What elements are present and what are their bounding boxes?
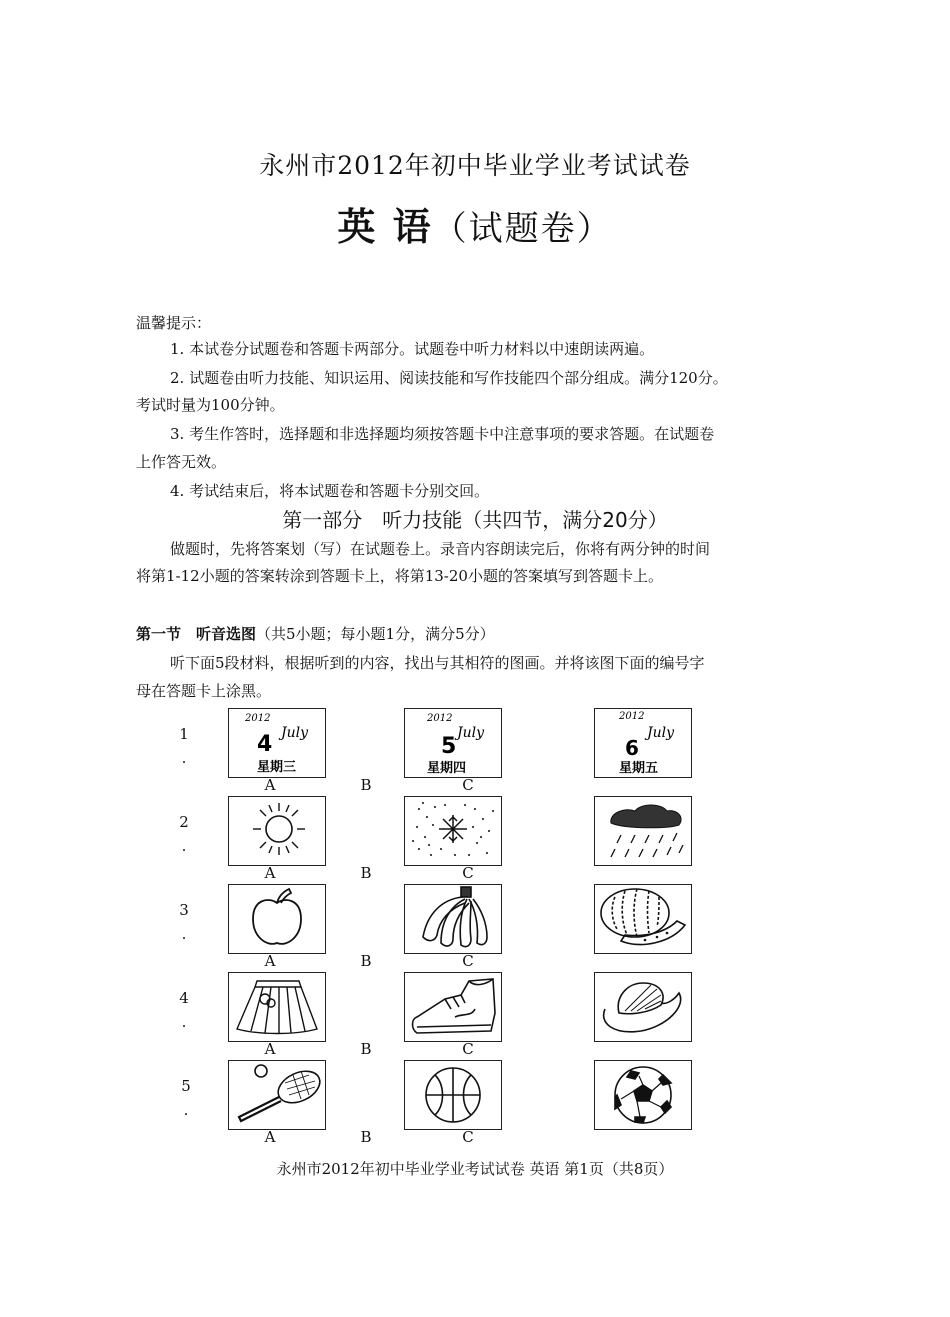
q2-label-b: B — [360, 864, 372, 882]
tip-2-cont: 考试时量为100分钟。 — [136, 396, 285, 414]
section1-heading — [136, 620, 495, 648]
calendar-month: July — [647, 725, 675, 741]
q2-option-a-sun-icon[interactable] — [228, 796, 326, 866]
q4-label-b: B — [360, 1040, 372, 1058]
q2-label-c: C — [462, 864, 474, 882]
q1-option-a-calendar-july-4[interactable] — [228, 708, 326, 778]
q4-option-a-skirt-icon[interactable] — [228, 972, 326, 1042]
q1-label-a: A — [264, 776, 276, 794]
question-dot: . — [183, 1101, 189, 1119]
question-dot: . — [181, 749, 187, 767]
q5-label-c: C — [462, 1128, 474, 1146]
calendar-weekday: 星期三 — [257, 760, 297, 775]
exam-title: 永州市2012年初中毕业学业考试试卷 — [259, 151, 691, 180]
calendar-weekday: 星期五 — [619, 761, 659, 776]
q2-option-b-snow-icon[interactable] — [404, 796, 502, 866]
question-dot: . — [181, 1013, 187, 1031]
q1-option-b-calendar-july-5[interactable] — [404, 708, 502, 778]
q4-option-c-hat-icon[interactable] — [594, 972, 692, 1042]
q5-option-c-football-icon[interactable] — [594, 1060, 692, 1130]
question-dot: . — [181, 925, 187, 943]
tips-heading: 温馨提示： — [136, 314, 212, 332]
section1-heading-rest: （共5小题；每小题1分，满分5分） — [256, 625, 495, 643]
calendar-day: 4 — [257, 732, 273, 757]
q3-option-b-bananas-icon[interactable] — [404, 884, 502, 954]
section1-intro-1: 听下面5段材料，根据听到的内容，找出与其相符的图画。并将该图下面的编号字 — [170, 654, 705, 672]
subject-subtitle: （试题卷） — [432, 209, 613, 249]
part1-intro-1: 做题时，先将答案划（写）在试题卷上。录音内容朗读完后，你将有两分钟的时间 — [170, 540, 711, 558]
q4-option-b-shoe-icon[interactable] — [404, 972, 502, 1042]
question-2-number — [174, 810, 194, 858]
question-number: 5 — [181, 1077, 191, 1095]
tip-3-cont: 上作答无效。 — [136, 453, 227, 471]
calendar-month: July — [281, 725, 309, 741]
subject-title — [0, 196, 950, 251]
q3-label-b: B — [360, 952, 372, 970]
q5-option-b-basketball-icon[interactable] — [404, 1060, 502, 1130]
q2-label-a: A — [264, 864, 276, 882]
calendar-year: 2012 — [427, 713, 453, 724]
q3-option-a-apple-icon[interactable] — [228, 884, 326, 954]
page-footer: 永州市2012年初中毕业学业考试试卷 英语 第1页（共8页） — [276, 1160, 674, 1178]
section1-heading-bold: 第一节 听音选图 — [136, 625, 257, 643]
part1-intro-2: 将第1-12小题的答案转涂到答题卡上，将第13-20小题的答案填写到答题卡上。 — [136, 567, 663, 585]
q3-option-c-watermelon-icon[interactable] — [594, 884, 692, 954]
q4-label-c: C — [462, 1040, 474, 1058]
question-3-number — [174, 898, 194, 946]
question-1-number — [174, 722, 194, 770]
q3-label-c: C — [462, 952, 474, 970]
calendar-day: 6 — [625, 736, 639, 760]
section1-intro-2: 母在答题卡上涂黑。 — [136, 682, 272, 700]
calendar-year: 2012 — [245, 713, 271, 724]
q1-label-c: C — [462, 776, 474, 794]
calendar-month: July — [457, 725, 485, 741]
tip-1: 1. 本试卷分试题卷和答题卡两部分。试题卷中听力材料以中速朗读两遍。 — [170, 340, 655, 358]
calendar-year: 2012 — [619, 711, 645, 722]
question-dot: . — [181, 837, 187, 855]
tip-2: 2. 试题卷由听力技能、知识运用、阅读技能和写作技能四个部分组成。满分120分。 — [170, 369, 728, 387]
q1-option-c-calendar-july-6[interactable] — [594, 708, 692, 778]
q1-label-b: B — [360, 776, 372, 794]
q5-label-b: B — [360, 1128, 372, 1146]
question-4-number — [174, 986, 194, 1034]
question-5-number — [176, 1074, 196, 1122]
part1-heading: 第一部分 听力技能（共四节，满分20分） — [282, 508, 668, 532]
tip-4: 4. 考试结束后，将本试题卷和答题卡分别交回。 — [170, 482, 490, 500]
q3-label-a: A — [264, 952, 276, 970]
q4-label-a: A — [264, 1040, 276, 1058]
subject-name: 英 语 — [337, 204, 433, 249]
calendar-day: 5 — [441, 734, 457, 759]
tip-3: 3. 考生作答时，选择题和非选择题均须按答题卡中注意事项的要求答题。在试题卷 — [170, 425, 715, 443]
question-number: 1 — [179, 725, 189, 743]
calendar-weekday: 星期四 — [427, 761, 467, 776]
q5-option-a-tennis-icon[interactable] — [228, 1060, 326, 1130]
question-number: 3 — [179, 901, 189, 919]
question-number: 4 — [179, 989, 189, 1007]
q2-option-c-rain-icon[interactable] — [594, 796, 692, 866]
q5-label-a: A — [264, 1128, 276, 1146]
question-number: 2 — [179, 813, 189, 831]
